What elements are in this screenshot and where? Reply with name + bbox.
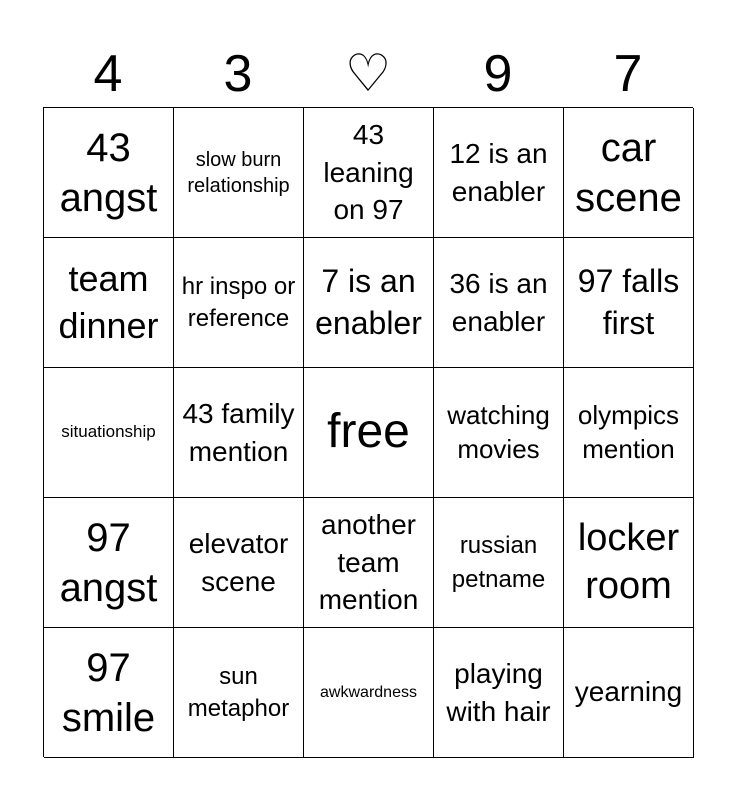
cell-label: sun metaphor	[187, 663, 290, 722]
bingo-cell[interactable]	[304, 498, 434, 628]
cell-label: car scene	[575, 125, 682, 220]
bingo-cell[interactable]	[434, 108, 564, 238]
bingo-header	[43, 40, 693, 108]
bingo-cell[interactable]	[434, 628, 564, 758]
bingo-cell[interactable]	[564, 628, 694, 758]
bingo-cell[interactable]	[564, 108, 694, 238]
cell-label: situationship	[61, 422, 156, 442]
cell-label: team dinner	[58, 257, 159, 346]
bingo-cell[interactable]	[564, 238, 694, 368]
cell-label: 7 is an enabler	[315, 262, 422, 341]
cell-label: playing with hair	[446, 657, 551, 727]
cell-label: 97 smile	[61, 645, 156, 740]
bingo-cell[interactable]	[44, 628, 174, 758]
cell-label: awkwardness	[320, 683, 417, 701]
cell-label: russian petname	[451, 531, 546, 593]
header-letter: 9	[483, 45, 513, 103]
cell-label: 97 falls first	[577, 262, 680, 341]
bingo-cell[interactable]	[174, 238, 304, 368]
cell-label: locker room	[577, 517, 680, 607]
bingo-cell[interactable]	[174, 108, 304, 238]
cell-label: yearning	[574, 676, 683, 708]
cell-label: another team mention	[318, 508, 419, 616]
cell-label: olympics mention	[577, 399, 680, 464]
heart-icon: ♡	[344, 45, 392, 103]
bingo-cell[interactable]	[44, 238, 174, 368]
cell-label: 43 leaning on 97	[323, 118, 414, 226]
bingo-cell[interactable]	[174, 628, 304, 758]
cell-label: 43 family mention	[182, 397, 295, 467]
bingo-cell[interactable]	[44, 498, 174, 628]
bingo-cell[interactable]	[304, 238, 434, 368]
bingo-cell[interactable]	[304, 108, 434, 238]
header-letter: 4	[93, 45, 123, 103]
bingo-cell[interactable]	[564, 498, 694, 628]
cell-label: 43 angst	[59, 125, 158, 220]
cell-label: 97 angst	[59, 515, 158, 610]
bingo-cell[interactable]	[434, 498, 564, 628]
bingo-cell[interactable]	[44, 368, 174, 498]
header-letter: 3	[223, 45, 253, 103]
bingo-board	[43, 107, 693, 757]
bingo-cell[interactable]	[44, 108, 174, 238]
bingo-cell[interactable]	[304, 628, 434, 758]
cell-label: elevator scene	[188, 527, 289, 597]
bingo-cell[interactable]	[174, 498, 304, 628]
bingo-cell[interactable]	[174, 368, 304, 498]
free-space-cell[interactable]	[304, 368, 434, 498]
header-letter: 7	[613, 45, 643, 103]
cell-label: slow burn relationship	[187, 148, 290, 197]
cell-label: watching movies	[447, 399, 550, 464]
bingo-cell[interactable]	[564, 368, 694, 498]
bingo-cell[interactable]	[434, 238, 564, 368]
bingo-cell[interactable]	[434, 368, 564, 498]
cell-label: hr inspo or reference	[181, 273, 296, 332]
cell-label: 36 is an enabler	[449, 267, 548, 337]
cell-label: free	[327, 405, 410, 459]
cell-label: 12 is an enabler	[449, 137, 548, 207]
